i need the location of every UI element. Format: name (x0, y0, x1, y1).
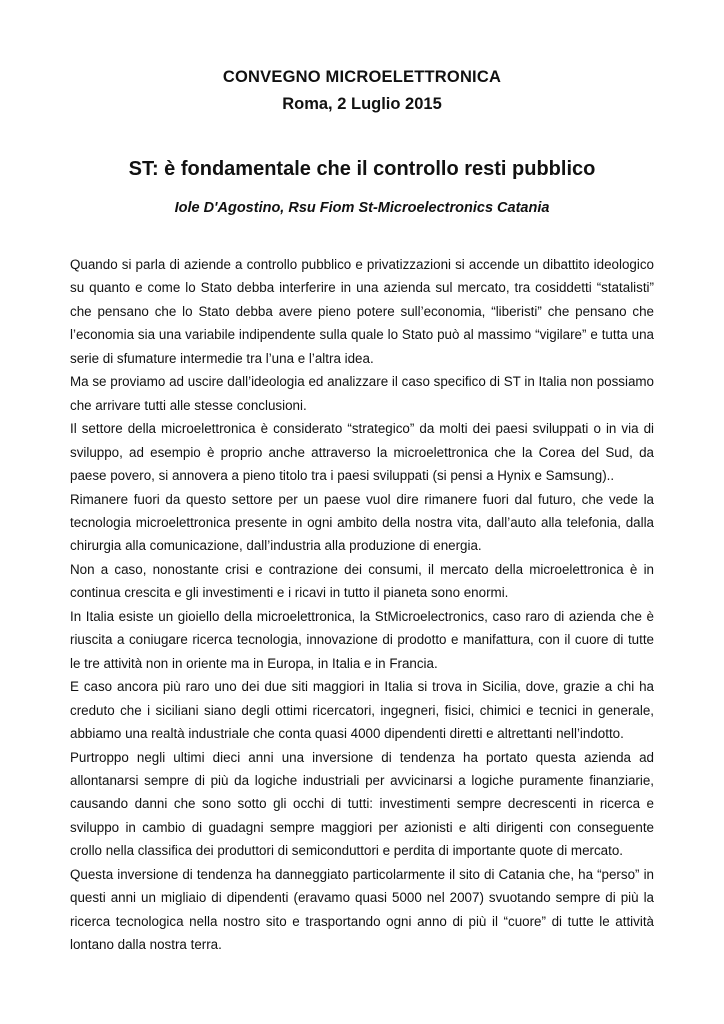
paragraph: Non a caso, nonostante crisi e contrazione dei consumi, il mercato della microelettronica è in continua crescita e gli investimenti e i ricavi in tutto il pianeta sono enormi. (70, 561, 654, 601)
article-title: ST: è fondamentale che il controllo resti pubblico (128, 158, 596, 180)
event-date: Roma, 2 Luglio 2015 (282, 95, 442, 113)
article-body (70, 253, 654, 957)
paragraph: Il settore della microelettronica è considerato “strategico” da molti dei paesi sviluppati o in via di sviluppo, ad esempio è proprio anche attraverso la microelettronica che la Corea del Sud, da paese povero, si annovera a pieno titolo tra i paesi sviluppati (si pensi a Hynix e Samsung).. (70, 421, 654, 484)
article-byline: Iole D'Agostino, Rsu Fiom St-Microelectronics Catania (174, 200, 550, 216)
paragraph: E caso ancora più raro uno dei due siti maggiori in Italia si trova in Sicilia, dove, grazie a chi ha creduto che i siciliani siano degli ottimi ricercatori, ingegneri, fisici, chimici e tecnici in generale, abbiamo una realtà industriale che conta quasi 4000 dipendenti diretti e altrettanti nell’indotto. (70, 679, 654, 742)
paragraph: Ma se proviamo ad uscire dall’ideologia ed analizzare il caso specifico di ST in Italia non possiamo che arrivare tutti alle stesse conclusioni. (70, 374, 654, 413)
paragraph: Purtroppo negli ultimi dieci anni una inversione di tendenza ha portato questa azienda ad allontanarsi sempre di più da logiche industriali per avvicinarsi a logiche puramente finanziarie, causando danni che sono sotto gli occhi di tutti: investimenti sempre decrescenti in ricerca e sviluppo in cambio di guadagni sempre maggiori per azionisti e alti dirigenti con conseguente crollo nella classifica dei produttori di semiconduttori e perdita di importante quote di mercato. (70, 749, 654, 859)
paragraph: In Italia esiste un gioiello della microelettronica, la StMicroelectronics, caso raro di azienda che è riuscita a coniugare ricerca tecnologia, innovazione di prodotto e manifattura, con il cuore di tutte le tre attività non in oriente ma in Europa, in Italia e in Francia. (70, 608, 654, 671)
paragraph: Questa inversione di tendenza ha danneggiato particolarmente il sito di Catania che, ha “perso” in questi anni un migliaio di dipendenti (eravamo quasi 5000 nel 2007) svuotando sempre di più la ricerca tecnologica nella nostro sito e trasportando ogni anno di più il “cuore” di tutte le attività lontano dalla nostra terra. (70, 866, 654, 953)
paragraph: Quando si parla di aziende a controllo pubblico e privatizzazioni si accende un dibattito ideologico su quanto e come lo Stato debba interferire in una azienda sul mercato, tra cosiddetti “statalisti” che pensano che lo Stato debba avere pieno potere sull’economia, “liberisti” che pensano che l’economia sia una variabile indipendente sulla quale lo Stato può al massimo “vigilare” e tutta una serie di sfumature intermedie tra l’una e l’altra idea. (70, 257, 654, 366)
paragraph: Rimanere fuori da questo settore per un paese vuol dire rimanere fuori dal futuro, che vede la tecnologia microelettronica presente in ogni ambito della nostra vita, dall’auto alla telefonia, dalla chirurgia alla comunicazione, dall’industria alla produzione di energia. (70, 491, 654, 554)
event-title: CONVEGNO MICROELETTRONICA (222, 68, 502, 86)
